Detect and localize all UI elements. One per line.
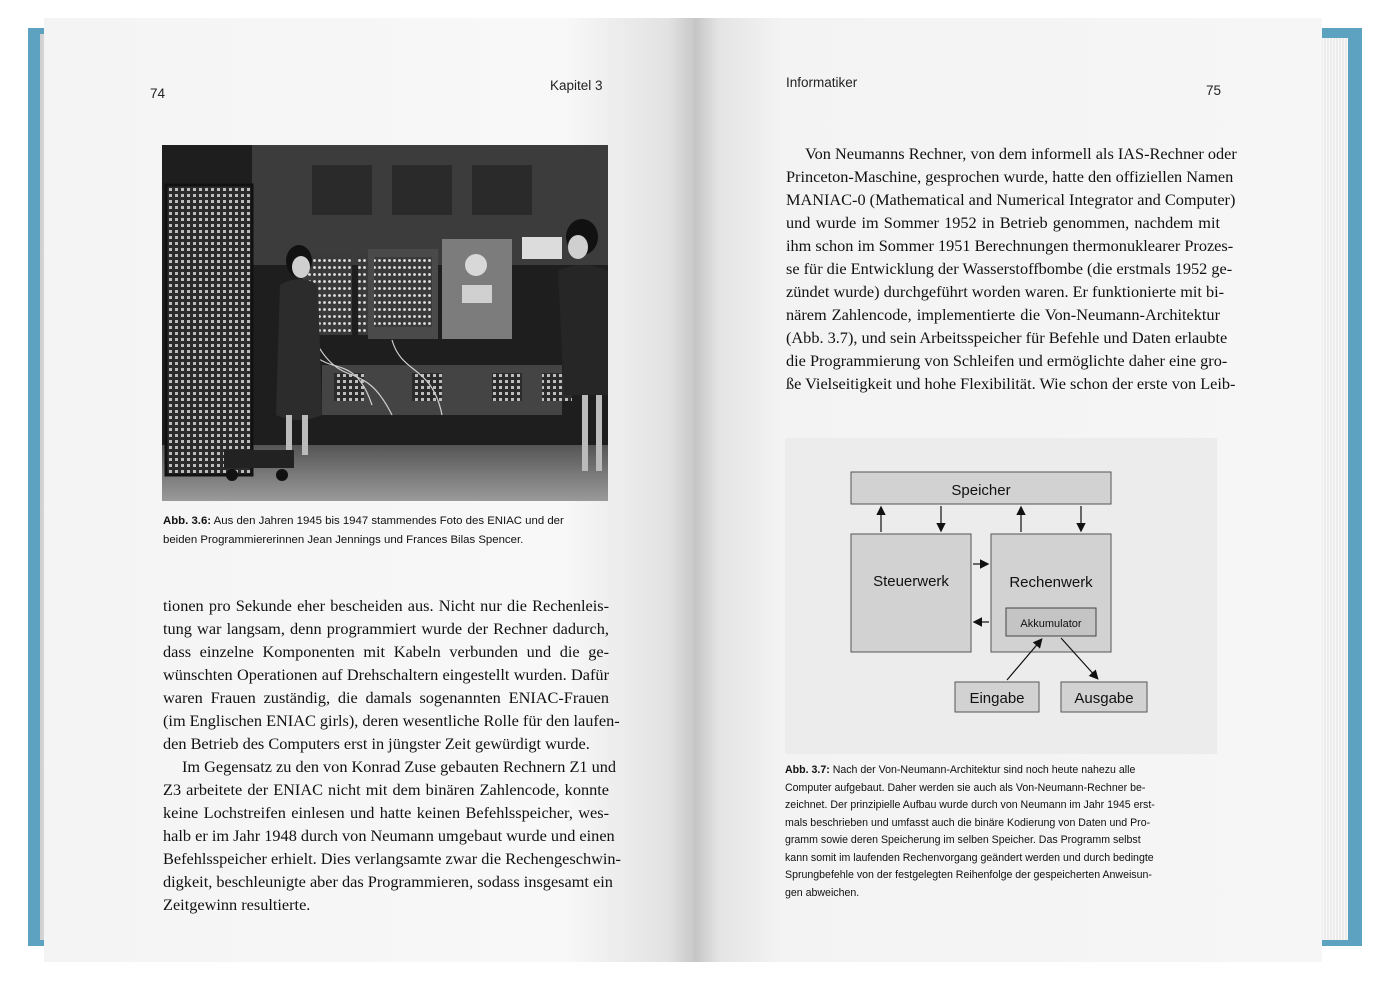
caption-label: Abb. 3.7:	[785, 764, 830, 776]
akkumulator-label: Akkumulator	[1020, 618, 1082, 630]
text-line: ße Vielseitigkeit und hohe Flexibilität. Wie schon der erste von Leib-	[786, 374, 1236, 393]
rechenwerk-label: Rechenwerk	[1009, 574, 1093, 591]
caption-line: beiden Programmiererinnen Jean Jennings und Frances Bilas Spencer.	[163, 534, 524, 546]
text-line: Befehlsspeicher erhielt. Dies verlangsamte zwar die Rechengeschwin-	[163, 849, 621, 868]
text-line: zündet wurde) durchgeführt worden waren. Er funktionierte mit bi-	[786, 282, 1225, 301]
eniac-photo-icon	[162, 145, 608, 501]
speicher-label: Speicher	[951, 482, 1011, 499]
caption-line: Sprungbefehle von der festgelegten Reihenfolge der gespeicherten Anweisun-	[785, 869, 1152, 881]
text-line: Von Neumanns Rechner, von dem informell als IAS-Rechner oder	[805, 144, 1237, 163]
left-body-text	[163, 594, 621, 916]
text-line: ihm schon im Sommer 1951 Berechnungen thermonuklearer Prozes-	[786, 236, 1234, 255]
text-line: (im Englischen ENIAC girls), deren wesentliche Rolle für den laufen-	[163, 711, 620, 730]
eingabe-label: Eingabe	[969, 690, 1025, 707]
right-body-text	[786, 142, 1237, 395]
eniac-photo	[162, 145, 608, 501]
text-line: wünschten Operationen auf Drehschaltern eingestellt wurden. Dafür	[163, 665, 609, 684]
running-head-right: Informatiker	[786, 75, 858, 90]
text-line: tung war langsam, denn programmiert wurde der Rechner dadurch,	[163, 619, 609, 638]
right-page	[694, 18, 1322, 962]
text-line: Zeitgewinn resultierte.	[163, 895, 311, 914]
caption-line: mals beschrieben und umfasst auch die binäre Kodierung von Daten und Pro-	[785, 816, 1151, 829]
ausgabe-label: Ausgabe	[1074, 690, 1134, 707]
von-neumann-diagram	[785, 438, 1217, 754]
text-line: dass einzelne Komponenten mit Kabeln verbunden und die ge-	[163, 642, 609, 661]
figure-caption-3-7	[785, 762, 1211, 902]
text-line: Princeton-Maschine, gesprochen wurde, hatte den offiziellen Namen	[786, 167, 1234, 186]
text-line: halb er im Jahr 1948 durch von Neumann umgebaut wurde und einen	[163, 826, 615, 845]
steuerwerk-box	[851, 534, 971, 652]
text-line: (Abb. 3.7), und sein Arbeitsspeicher für Befehle und Daten erlaubte	[786, 328, 1228, 347]
caption-line: zeichnet. Der prinzipielle Aufbau wurde durch von Neumann im Jahr 1945 erst-	[785, 799, 1155, 811]
page-number-right: 75	[1206, 83, 1222, 98]
caption-line: gen abweichen.	[785, 886, 860, 899]
text-line: Z3 arbeitete der ENIAC nicht mit dem binären Zahlencode, konnte	[163, 780, 609, 799]
caption-line: Aus den Jahren 1945 bis 1947 stammendes Foto des ENIAC und der	[213, 515, 564, 527]
caption-line: kann somit im laufenden Rechenvorgang geändert werden und durch bedingte	[785, 851, 1154, 864]
text-line: waren Frauen zuständig, die damals sogenannten ENIAC-Frauen	[163, 688, 609, 707]
text-line: närem Zahlencode, implementierte die Von-Neumann-Architektur	[786, 305, 1220, 324]
text-line: die Programmierung von Schleifen und ermöglichte daher eine gro-	[786, 351, 1228, 370]
caption-line: Nach der Von-Neumann-Architektur sind noch heute nahezu alle	[832, 764, 1136, 776]
text-line: tionen pro Sekunde eher bescheiden aus. Nicht nur die Rechenleis-	[163, 596, 609, 615]
running-head-left: Kapitel 3	[550, 78, 603, 93]
left-page	[44, 18, 694, 962]
text-line: se für die Entwicklung der Wasserstoffbombe (die erstmals 1952 ge-	[786, 259, 1233, 278]
caption-line: gramm sowie deren Speicherung im selben Speicher. Das Programm selbst	[785, 834, 1141, 846]
text-line: den Betrieb des Computers erst in jüngster Zeit gewürdigt wurde.	[163, 734, 590, 753]
caption-label: Abb. 3.6:	[163, 515, 212, 527]
steuerwerk-label: Steuerwerk	[873, 573, 949, 590]
figure-caption-3-6	[163, 512, 609, 550]
text-line: keine Lochstreifen einlesen und hatte keinen Befehlsspeicher, wes-	[163, 803, 609, 822]
caption-line: Computer aufgebaut. Daher werden sie auch als Von-Neumann-Rechner be-	[785, 781, 1146, 794]
text-line: MANIAC-0 (Mathematical and Numerical Integrator and Computer)	[786, 190, 1236, 209]
page-number-left: 74	[150, 86, 166, 101]
text-line: digkeit, beschleunigte aber das Programmieren, sodass insgesamt ein	[163, 872, 613, 891]
text-line: und wurde im Sommer 1952 in Betrieb genommen, nachdem mit	[786, 213, 1220, 232]
text-line: Im Gegensatz zu den von Konrad Zuse gebauten Rechnern Z1 und	[182, 757, 617, 776]
